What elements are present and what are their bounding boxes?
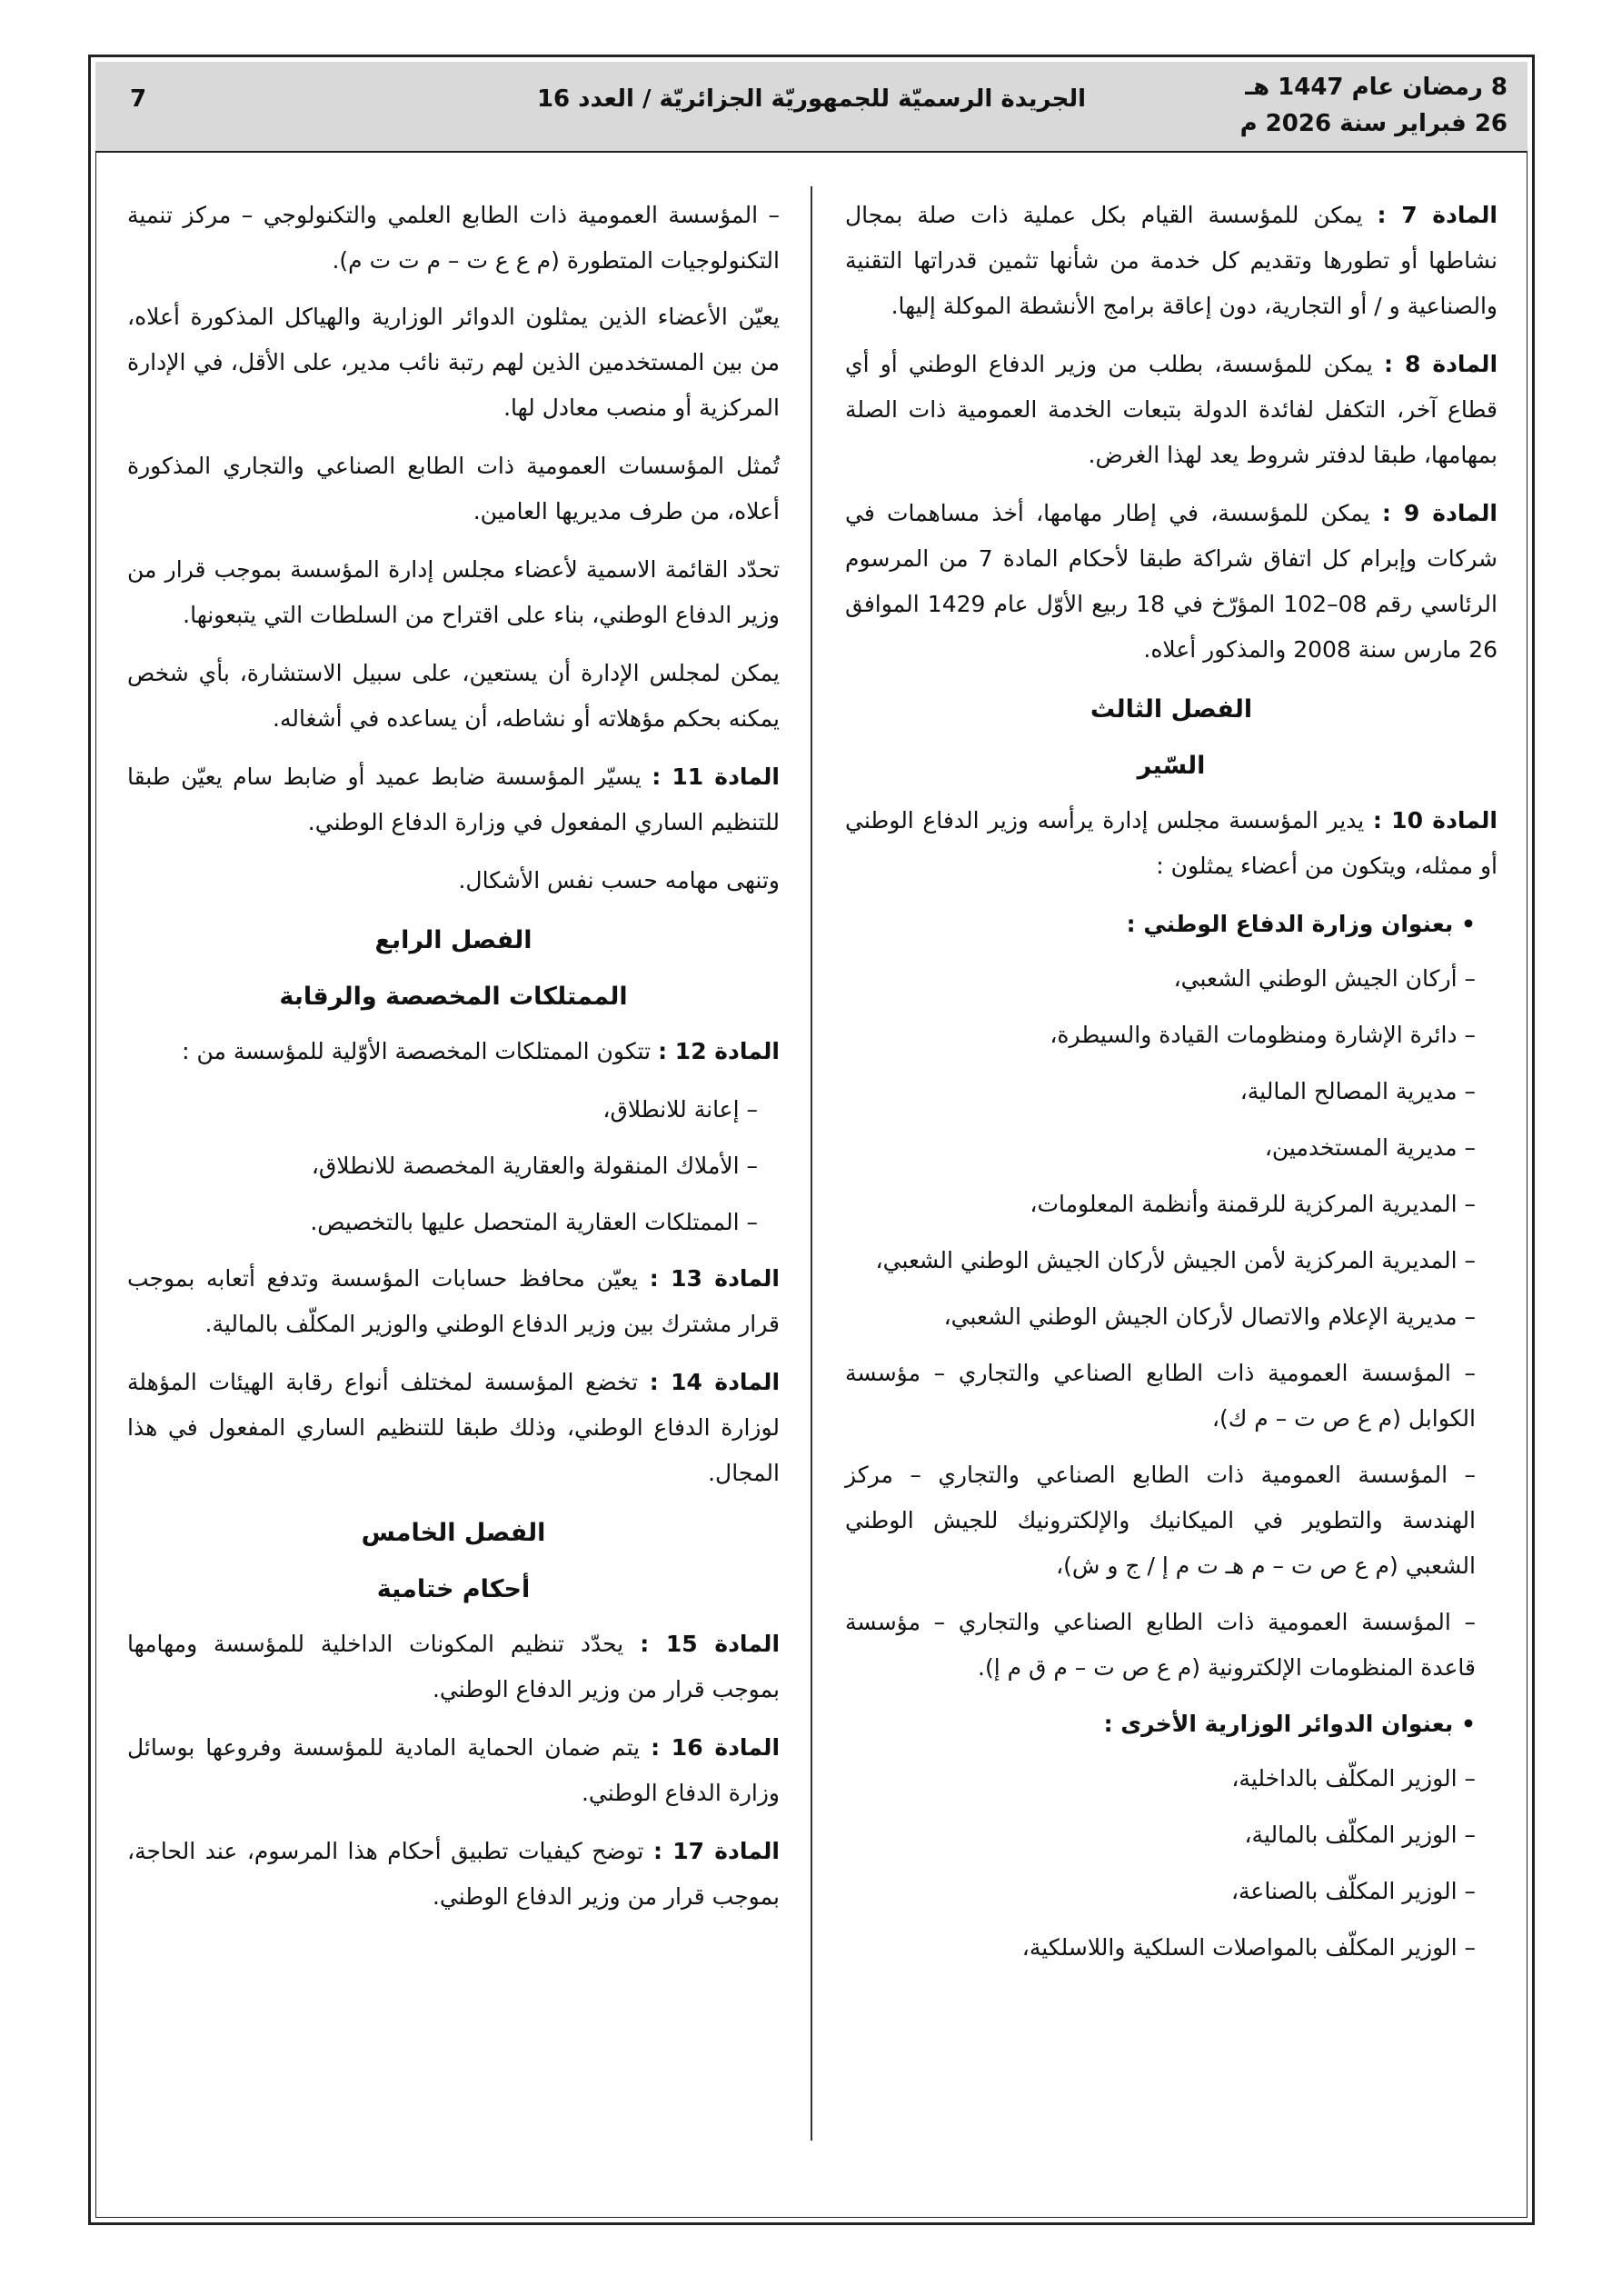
list-item: – الممتلكات العقارية المتحصل عليها بالتخصيص. bbox=[310, 1209, 758, 1235]
article-text: يدير المؤسسة مجلس إدارة يرأسه وزير الدفاع الوطني أو ممثله، ويتكون من أعضاء يمثلون : bbox=[845, 807, 1498, 879]
article-9 bbox=[845, 491, 1498, 673]
right-column bbox=[845, 193, 1498, 1982]
list-item: – المديرية المركزية للرقمنة وأنظمة المعلومات، bbox=[1030, 1191, 1476, 1217]
paragraph: يعيّن الأعضاء الذين يمثلون الدوائر الوزارية والهياكل المذكورة أعلاه، من بين المستخدمين الذين لهم رتبة نائب مدير، على الأقل، في الإدارة المركزية أو منصب معادل لها. bbox=[127, 304, 780, 421]
article-10 bbox=[845, 798, 1498, 889]
article-label: المادة 17 : bbox=[653, 1838, 780, 1864]
article-text: يمكن للمؤسسة، في إطار مهامها، أخذ مساهمات في شركات وإبرام كل اتفاق شراكة طبقا لأحكام المادة 7 من المرسوم الرئاسي رقم 08–102 المؤرّخ في 18 ربيع الأوّل عام 1429 الموافق 26 مارس سنة 2008 والمذكور أعلاه. bbox=[845, 500, 1498, 663]
article-text: يعيّن محافظ حسابات المؤسسة وتدفع أتعابه بموجب قرار مشترك بين وزير الدفاع الوطني والوزير المكلّف بالمالية. bbox=[127, 1265, 780, 1337]
chapter-title: السّير bbox=[1137, 752, 1206, 780]
article-16 bbox=[127, 1725, 780, 1816]
article-15 bbox=[127, 1622, 780, 1712]
list-item: – المؤسسة العمومية ذات الطابع الصناعي والتجاري – مركز الهندسة والتطوير في الميكانيك والإلكترونيك للجيش الوطني الشعبي (م ع ص ت – م هـ ت م إ / ج و ش)، bbox=[845, 1462, 1476, 1579]
article-text: تتكون الممتلكات المخصصة الأوّلية للمؤسسة من : bbox=[182, 1038, 652, 1064]
article-label: المادة 12 : bbox=[658, 1038, 780, 1064]
page-number: 7 bbox=[130, 85, 147, 113]
article-11 bbox=[127, 754, 780, 845]
article-8 bbox=[845, 342, 1498, 478]
article-text: يمكن للمؤسسة، بطلب من وزير الدفاع الوطني أو أي قطاع آخر، التكفل لفائدة الدولة بتبعات الخدمة العمومية ذات الصلة بمهامها، طبقا لدفتر شروط يعد لهذا الغرض. bbox=[845, 351, 1498, 468]
article-label: المادة 13 : bbox=[649, 1265, 780, 1292]
article-label: المادة 15 : bbox=[640, 1631, 781, 1657]
date-gregorian: 26 فبراير سنة 2026 م bbox=[1239, 110, 1508, 137]
list-item: – مديرية المصالح المالية، bbox=[1239, 1078, 1476, 1104]
list-item: – الأملاك المنقولة والعقارية المخصصة للانطلاق، bbox=[311, 1153, 758, 1179]
list-item: – دائرة الإشارة ومنظومات القيادة والسيطرة، bbox=[1050, 1022, 1476, 1048]
paragraph: وتنهى مهامه حسب نفس الأشكال. bbox=[458, 867, 780, 893]
date-hijri: 8 رمضان عام 1447 هـ bbox=[1245, 74, 1508, 101]
page-header bbox=[95, 62, 1527, 153]
chapter-heading: الفصل الخامس bbox=[361, 1519, 546, 1547]
paragraph: يمكن لمجلس الإدارة أن يستعين، على سبيل الاستشارة، بأي شخص يمكنه بحكم مؤهلاته أو نشاطه، أن يساعده في أشغاله. bbox=[127, 660, 780, 732]
article-label: المادة 14 : bbox=[649, 1369, 781, 1395]
list-item: – مديرية الإعلام والاتصال لأركان الجيش الوطني الشعبي، bbox=[943, 1303, 1476, 1330]
article-label: المادة 9 : bbox=[1381, 500, 1498, 526]
list-item: – الوزير المكلّف بالمالية، bbox=[1244, 1822, 1476, 1848]
list-item: – المؤسسة العمومية ذات الطابع الصناعي والتجاري – مؤسسة قاعدة المنظومات الإلكترونية (م ع ص ت – م ق م إ). bbox=[845, 1609, 1476, 1681]
article-label: المادة 10 : bbox=[1372, 807, 1498, 834]
column-divider bbox=[811, 186, 812, 2141]
article-17 bbox=[127, 1829, 780, 1920]
article-label: المادة 7 : bbox=[1377, 202, 1498, 228]
article-7 bbox=[845, 193, 1498, 329]
issue-date bbox=[1240, 69, 1508, 142]
list-item: – أركان الجيش الوطني الشعبي، bbox=[1173, 965, 1476, 992]
list-item: – الوزير المكلّف بالداخلية، bbox=[1231, 1765, 1476, 1792]
bullet-heading: • بعنوان الدوائر الوزارية الأخرى : bbox=[845, 1702, 1476, 1747]
article-text: يسيّر المؤسسة ضابط عميد أو ضابط سام يعيّن طبقا للتنظيم الساري المفعول في وزارة الدفاع الوطني. bbox=[127, 764, 780, 835]
gazette-title: الجريدة الرسميّة للجمهوريّة الجزائريّة / العدد 16 bbox=[536, 85, 1087, 113]
list-item: – المؤسسة العمومية ذات الطابع العلمي والتكنولوجي – مركز تنمية التكنولوجيات المتطورة (م ع ع ت – م ت ت م). bbox=[127, 202, 780, 274]
list-item: – المديرية المركزية لأمن الجيش لأركان الجيش الوطني الشعبي، bbox=[875, 1247, 1476, 1273]
list-item: – مديرية المستخدمين، bbox=[1264, 1134, 1476, 1161]
article-13 bbox=[127, 1256, 780, 1347]
chapter-heading: الفصل الثالث bbox=[1090, 695, 1253, 724]
article-text: يتم ضمان الحماية المادية للمؤسسة وفروعها بوسائل وزارة الدفاع الوطني. bbox=[127, 1734, 780, 1806]
article-text: توضح كيفيات تطبيق أحكام هذا المرسوم، عند الحاجة، بموجب قرار من وزير الدفاع الوطني. bbox=[127, 1838, 780, 1910]
list-item: – الوزير المكلّف بالصناعة، bbox=[1230, 1878, 1476, 1904]
article-label: المادة 8 : bbox=[1384, 351, 1498, 377]
article-text: تخضع المؤسسة لمختلف أنواع رقابة الهيئات المؤهلة لوزارة الدفاع الوطني، وذلك طبقا للتنظيم الساري المفعول في هذا المجال. bbox=[127, 1369, 780, 1486]
article-text: يحدّد تنظيم المكونات الداخلية للمؤسسة ومهامها بموجب قرار من وزير الدفاع الوطني. bbox=[127, 1631, 780, 1702]
left-column bbox=[127, 193, 780, 1932]
article-label: المادة 11 : bbox=[652, 764, 780, 790]
paragraph: تُمثل المؤسسات العمومية ذات الطابع الصناعي والتجاري المذكورة أعلاه، من طرف مديريها العامين. bbox=[127, 453, 780, 524]
list-item: – إعانة للانطلاق، bbox=[602, 1096, 758, 1123]
bullet-heading: • بعنوان وزارة الدفاع الوطني : bbox=[845, 902, 1476, 947]
chapter-title: الممتلكات المخصصة والرقابة bbox=[279, 983, 628, 1011]
article-14 bbox=[127, 1360, 780, 1496]
article-label: المادة 16 : bbox=[651, 1734, 781, 1761]
article-text: يمكن للمؤسسة القيام بكل عملية ذات صلة بمجال نشاطها أو تطورها وتقديم كل خدمة من شأنها تثمين قدراتها التقنية والصناعية و / أو التجارية، دون إعاقة برامج الأنشطة الموكلة إليها. bbox=[845, 202, 1498, 319]
list-item: – الوزير المكلّف بالمواصلات السلكية واللاسلكية، bbox=[1021, 1934, 1476, 1961]
article-12 bbox=[127, 1029, 780, 1074]
chapter-heading: الفصل الرابع bbox=[374, 926, 532, 954]
chapter-title: أحكام ختامية bbox=[376, 1575, 531, 1603]
paragraph: تحدّد القائمة الاسمية لأعضاء مجلس إدارة المؤسسة بموجب قرار من وزير الدفاع الوطني، بناء على اقتراح من السلطات التي يتبعونها. bbox=[127, 556, 780, 628]
list-item: – المؤسسة العمومية ذات الطابع الصناعي والتجاري – مؤسسة الكوابل (م ع ص ت – م ك)، bbox=[845, 1360, 1476, 1432]
